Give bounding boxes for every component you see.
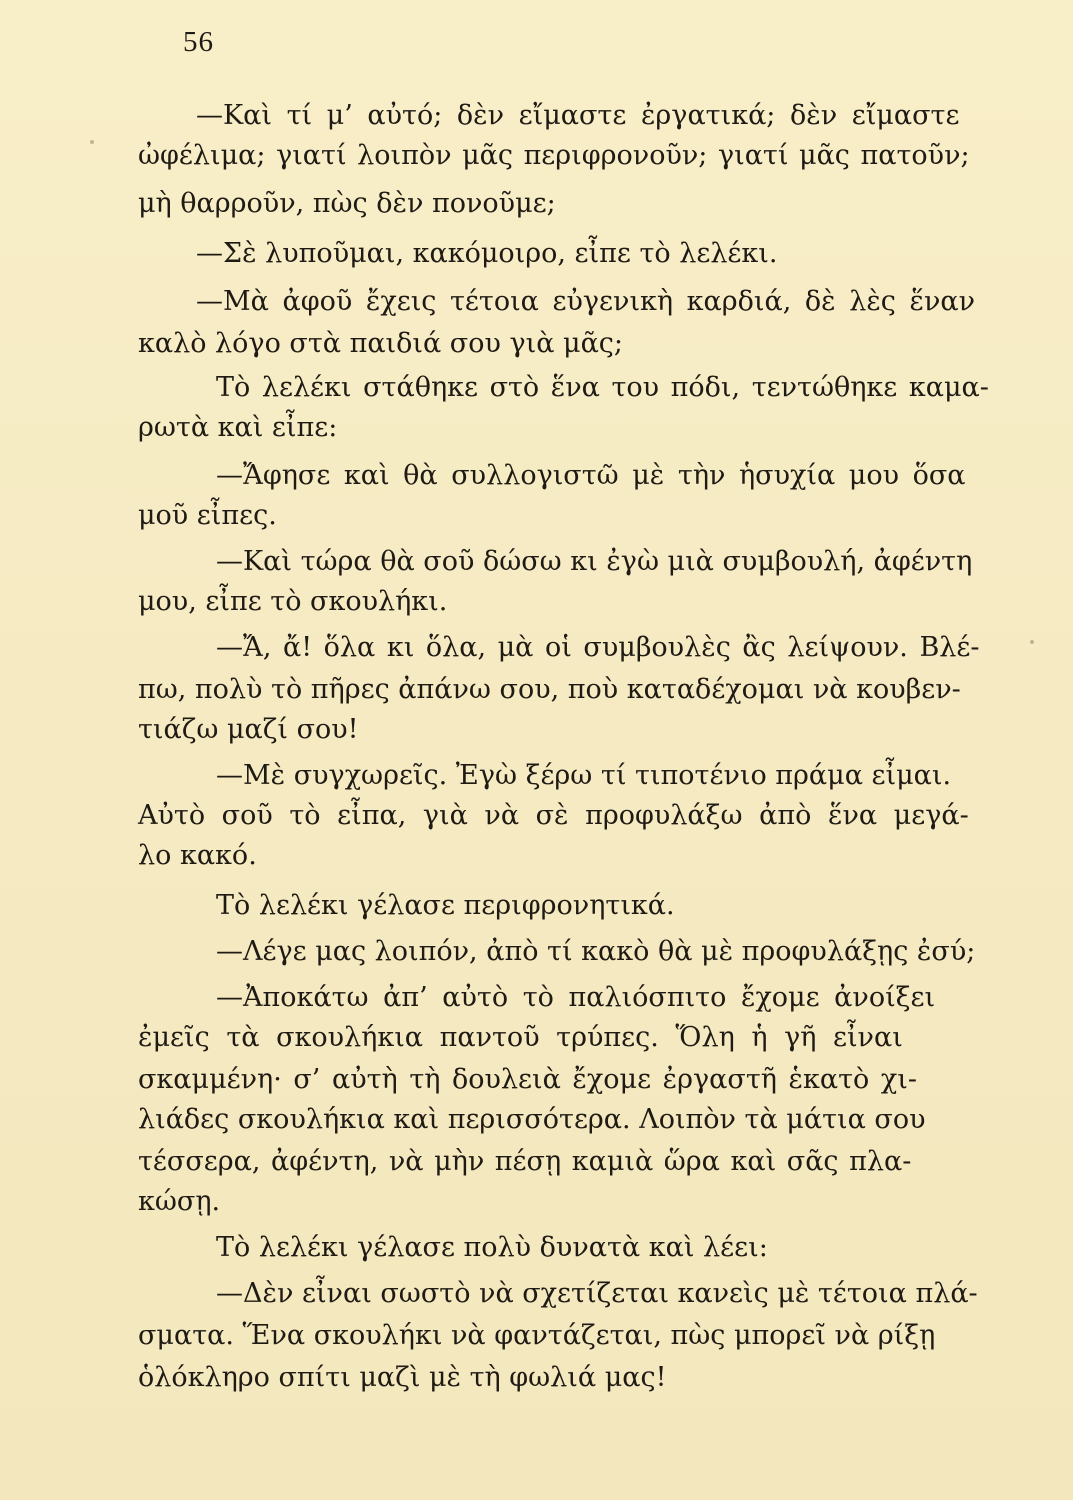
text-line: μοῦ εἶπες.	[138, 500, 277, 531]
text-line: λιάδες σκουλήκια καὶ περισσότερα. Λοιπὸν τὰ μάτια σου	[138, 1104, 926, 1135]
text-line: —Καὶ τί μ’ αὐτό; δὲν εἴμαστε ἐργατικά; δὲν εἴμαστε	[196, 100, 960, 131]
text-line: ἐμεῖς τὰ σκουλήκια παντοῦ τρύπες. Ὅλη ἡ γῆ εἶναι	[138, 1022, 903, 1053]
text-line: σκαμμένη· σ’ αὐτὴ τὴ δουλειὰ ἔχομε ἐργαστῆ ἑκατὸ χι-	[138, 1064, 917, 1095]
text-line: πω, πολὺ τὸ πῆρες ἀπάνω σου, ποὺ καταδέχομαι νὰ κουβεν-	[138, 674, 961, 705]
paper-speck	[1030, 640, 1034, 644]
text-line: λο κακό.	[138, 840, 257, 871]
text-line: σματα. Ἕνα σκουλήκι νὰ φαντάζεται, πὼς μπορεῖ νὰ ρίξῃ	[138, 1320, 936, 1351]
text-line: —Ἄφησε καὶ θὰ συλλογιστῶ μὲ τὴν ἡσυχία μου ὅσα	[216, 460, 966, 491]
text-line: —Ἄ, ἄ! ὅλα κι ὅλα, μὰ οἱ συμβουλὲς ἂς λείψουν. Βλέ-	[216, 632, 980, 663]
text-line: Τὸ λελέκι γέλασε περιφρονητικά.	[216, 890, 675, 921]
text-line: —Δὲν εἶναι σωστὸ νὰ σχετίζεται κανεὶς μὲ τέτοια πλά-	[216, 1278, 978, 1309]
text-line: —Ἀποκάτω ἀπ’ αὐτὸ τὸ παλιόσπιτο ἔχομε ἀνοίξει	[216, 982, 936, 1013]
text-line: —Λέγε μας λοιπόν, ἀπὸ τί κακὸ θὰ μὲ προφυλάξῃς ἐσύ;	[216, 936, 976, 967]
text-line: —Μὲ συγχωρεῖς. Ἐγὼ ξέρω τί τιποτένιο πράμα εἶμαι.	[216, 760, 952, 791]
text-line: ὠφέλιμα; γιατί λοιπὸν μᾶς περιφρονοῦν; γιατί μᾶς πατοῦν;	[138, 140, 970, 171]
text-line: ὁλόκληρο σπίτι μαζὶ μὲ τὴ φωλιά μας!	[138, 1362, 667, 1393]
page-number: 56	[183, 26, 214, 58]
text-line: μου, εἶπε τὸ σκουλήκι.	[138, 586, 448, 617]
text-line: —Μὰ ἀφοῦ ἔχεις τέτοια εὐγενικὴ καρδιά, δὲ λὲς ἕναν	[196, 286, 976, 317]
text-line: Τὸ λελέκι γέλασε πολὺ δυνατὰ καὶ λέει:	[216, 1232, 768, 1263]
text-line: ρωτὰ καὶ εἶπε:	[138, 412, 338, 443]
text-line: καλὸ λόγο στὰ παιδιά σου γιὰ μᾶς;	[138, 328, 624, 359]
text-line: —Καὶ τώρα θὰ σοῦ δώσω κι ἐγὼ μιὰ συμβουλή, ἀφέντη	[216, 546, 973, 577]
text-line: Τὸ λελέκι στάθηκε στὸ ἕνα του πόδι, τεντώθηκε καμα-	[216, 372, 989, 403]
text-line: μὴ θαρροῦν, πὼς δὲν πονοῦμε;	[138, 188, 556, 219]
text-line: τιάζω μαζί σου!	[138, 714, 359, 745]
text-line: Αὐτὸ σοῦ τὸ εἶπα, γιὰ νὰ σὲ προφυλάξω ἀπὸ ἕνα μεγά-	[138, 800, 969, 831]
paper-speck	[90, 140, 94, 144]
text-line: —Σὲ λυποῦμαι, κακόμοιρο, εἶπε τὸ λελέκι.	[196, 238, 778, 269]
text-line: τέσσερα, ἀφέντη, νὰ μὴν πέσῃ καμιὰ ὥρα καὶ σᾶς πλα-	[138, 1146, 912, 1177]
text-line: κώσῃ.	[138, 1186, 221, 1217]
